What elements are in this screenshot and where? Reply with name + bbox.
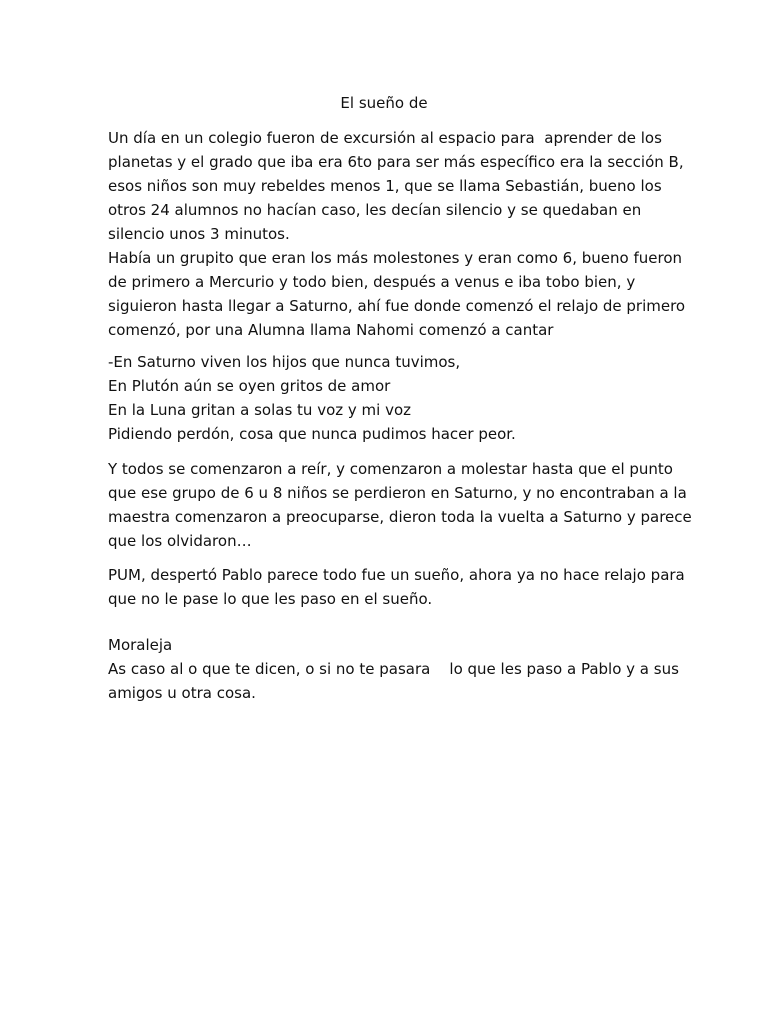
text-line: que no le pase lo que les paso en el sueño. xyxy=(108,590,433,608)
text-line: Un día en un colegio fueron de excursión al espacio para aprender de los xyxy=(108,129,662,147)
document-title: El sueño de xyxy=(340,94,428,112)
moral-line: amigos u otra cosa. xyxy=(108,684,256,702)
text-line: siguieron hasta llegar a Saturno, ahí fue donde comenzó el relajo de primero xyxy=(108,297,686,315)
moral-heading: Moraleja xyxy=(108,636,173,654)
moral-section xyxy=(108,633,708,705)
song-stanza xyxy=(108,350,708,446)
song-line: En Plutón aún se oyen gritos de amor xyxy=(108,377,391,395)
text-line: Había un grupito que eran los más molestones y eran como 6, bueno fueron xyxy=(108,249,683,267)
text-line: PUM, despertó Pablo parece todo fue un sueño, ahora ya no hace relajo para xyxy=(108,566,685,584)
text-line: silencio unos 3 minutos. xyxy=(108,225,290,243)
text-line: otros 24 alumnos no hacían caso, les decían silencio y se quedaban en xyxy=(108,201,642,219)
text-line: comenzó, por una Alumna llama Nahomi comenzó a cantar xyxy=(108,321,554,339)
song-line: Pidiendo perdón, cosa que nunca pudimos hacer peor. xyxy=(108,425,516,443)
text-line: planetas y el grado que iba era 6to para ser más específico era la sección B, xyxy=(108,153,684,171)
text-line: Y todos se comenzaron a reír, y comenzaron a molestar hasta que el punto xyxy=(108,460,673,478)
song-line: En la Luna gritan a solas tu voz y mi voz xyxy=(108,401,412,419)
text-line: maestra comenzaron a preocuparse, dieron toda la vuelta a Saturno y parece xyxy=(108,508,692,526)
after-paragraph xyxy=(108,457,708,553)
moral-line: As caso al o que te dicen, o si no te pasara lo que les paso a Pablo y a sus xyxy=(108,660,679,678)
intro-paragraph xyxy=(108,126,708,342)
text-line: esos niños son muy rebeldes menos 1, que se llama Sebastián, bueno los xyxy=(108,177,662,195)
text-line: de primero a Mercurio y todo bien, después a venus e iba tobo bien, y xyxy=(108,273,636,291)
text-line: que ese grupo de 6 u 8 niños se perdieron en Saturno, y no encontraban a la xyxy=(108,484,687,502)
song-line: -En Saturno viven los hijos que nunca tuvimos, xyxy=(108,353,461,371)
ending-paragraph xyxy=(108,563,708,611)
text-line: que los olvidaron… xyxy=(108,532,252,550)
